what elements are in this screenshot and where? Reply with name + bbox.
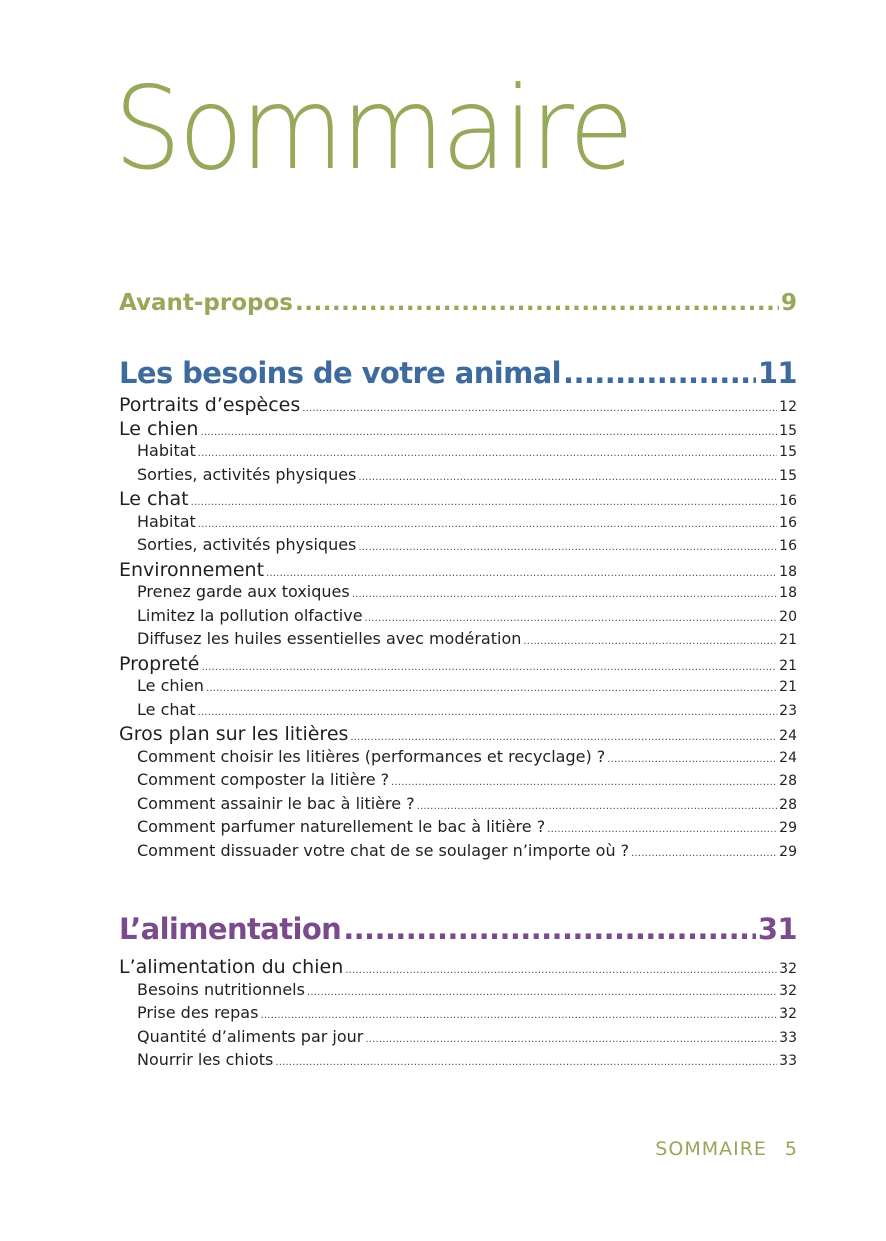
dot-leader <box>200 427 777 438</box>
toc-subsection-label: Le chat <box>137 699 196 719</box>
dot-leader <box>350 732 777 743</box>
toc-page-number: 16 <box>779 514 797 531</box>
toc-subsection-label: Limitez la pollution olfactive <box>137 605 363 625</box>
toc-subsection[interactable] <box>119 1050 797 1074</box>
page-number: 5 <box>784 1138 798 1160</box>
toc-chapter-label: Le chien <box>119 417 199 440</box>
toc-chapter[interactable] <box>119 653 797 677</box>
toc-chapter[interactable] <box>119 956 797 980</box>
dot-leader <box>307 987 777 998</box>
dot-leader <box>295 290 779 316</box>
dot-leader <box>206 683 777 694</box>
toc-subsection-label: Comment dissuader votre chat de se soulager n’importe où ? <box>137 840 630 860</box>
dot-leader <box>275 1057 777 1068</box>
toc-chapter[interactable] <box>119 723 797 747</box>
toc-subsection[interactable] <box>119 441 797 465</box>
toc-subsection-label: Habitat <box>137 441 196 460</box>
toc-page-number: 18 <box>779 563 797 580</box>
toc-page-number: 32 <box>779 1006 797 1022</box>
toc-subsection-label: Sorties, activités physiques <box>137 535 357 554</box>
toc-page-number: 15 <box>779 467 797 484</box>
toc-chapter[interactable] <box>119 418 797 442</box>
toc-subsection[interactable] <box>119 512 797 536</box>
running-title: SOMMAIRE <box>655 1138 767 1160</box>
toc-subsection-label: Habitat <box>137 511 196 531</box>
toc-page-number: 29 <box>779 843 797 860</box>
toc-page-number: 15 <box>779 422 797 439</box>
toc-page-number: 24 <box>779 749 797 766</box>
toc-subsection-label: Besoins nutritionnels <box>137 979 305 999</box>
toc-subsection[interactable] <box>119 980 797 1004</box>
toc-page-number: 16 <box>779 538 797 554</box>
dot-leader <box>417 801 778 812</box>
dot-leader <box>607 754 777 765</box>
dot-leader <box>198 519 777 530</box>
toc-front-matter <box>119 290 797 324</box>
toc-subsection[interactable] <box>119 582 797 606</box>
dot-leader <box>563 356 756 390</box>
dot-leader <box>260 1010 777 1021</box>
toc-subsection[interactable] <box>119 794 797 818</box>
dot-leader <box>631 848 777 859</box>
toc-part-besoins <box>119 356 797 864</box>
toc-subsection-label: Prise des repas <box>137 1003 259 1022</box>
toc-subsection[interactable] <box>119 700 797 724</box>
toc-page-number: 31 <box>757 912 797 946</box>
toc-part-label: Les besoins de votre animal <box>119 356 562 390</box>
dot-leader <box>345 965 777 976</box>
toc-page-number: 33 <box>779 1053 797 1069</box>
toc-page-number: 21 <box>779 632 797 648</box>
toc-page-number: 32 <box>779 961 797 977</box>
toc-page-number: 21 <box>779 657 797 674</box>
toc-page-number: 32 <box>779 982 797 999</box>
toc-subsection-label: Prenez garde aux toxiques <box>137 582 350 601</box>
toc-subsection-label: Diffusez les huiles essentielles avec modération <box>137 629 522 648</box>
dot-leader <box>547 824 777 835</box>
toc-subsection[interactable] <box>119 629 797 653</box>
toc-chapter[interactable] <box>119 559 797 583</box>
toc-subsection-label: Le chien <box>137 676 204 695</box>
toc-subsection[interactable] <box>119 465 797 489</box>
toc-page-number: 21 <box>779 679 797 695</box>
toc-chapter[interactable] <box>119 394 797 418</box>
toc-chapter[interactable] <box>119 488 797 512</box>
dot-leader <box>365 613 778 624</box>
toc-page-number: 18 <box>779 585 797 601</box>
toc-part-label: Avant-propos <box>119 290 293 316</box>
dot-leader <box>523 636 777 647</box>
toc-page-number: 9 <box>780 290 797 316</box>
toc-part-heading[interactable] <box>119 912 797 950</box>
toc-subsection-label: Comment choisir les litières (performances et recyclage) ? <box>137 746 606 766</box>
toc-subsection[interactable] <box>119 1003 797 1027</box>
dot-leader <box>391 777 777 788</box>
toc-subsection-label: Comment composter la litière ? <box>137 770 390 789</box>
toc-subsection-label: Comment parfumer naturellement le bac à litière ? <box>137 817 546 836</box>
toc-chapter-label: Le chat <box>119 488 189 510</box>
toc-page-number: 24 <box>779 728 797 744</box>
toc-page-number: 29 <box>779 820 797 836</box>
toc-page-number: 15 <box>779 444 797 460</box>
toc-page-number: 11 <box>757 356 797 390</box>
dot-leader <box>358 542 777 553</box>
toc-chapter-label: Gros plan sur les litières <box>119 723 349 745</box>
toc-subsection[interactable] <box>119 817 797 841</box>
dot-leader <box>352 589 777 600</box>
dot-leader <box>302 403 777 414</box>
toc-chapter-label: Propreté <box>119 652 200 675</box>
dot-leader <box>198 448 777 459</box>
dot-leader <box>358 472 777 483</box>
toc-subsection[interactable] <box>119 676 797 700</box>
toc-page-number: 33 <box>779 1029 797 1046</box>
toc-subsection[interactable] <box>119 747 797 771</box>
toc-page-number: 20 <box>779 608 797 625</box>
toc-subsection[interactable] <box>119 770 797 794</box>
toc-subsection[interactable] <box>119 1027 797 1051</box>
toc-subsection-label: Sorties, activités physiques <box>137 464 357 484</box>
toc-subsection[interactable] <box>119 535 797 559</box>
dot-leader <box>266 568 777 579</box>
dot-leader <box>198 707 778 718</box>
toc-part-heading[interactable] <box>119 290 797 324</box>
toc-page-number: 28 <box>779 796 797 813</box>
page-title: Sommaire <box>114 62 632 195</box>
dot-leader <box>343 912 756 946</box>
toc-part-alimentation <box>119 912 797 1074</box>
toc-chapter-label: L’alimentation du chien <box>119 956 344 978</box>
dot-leader <box>201 662 777 673</box>
toc-part-label: L’alimentation <box>119 912 342 946</box>
toc-part-heading[interactable] <box>119 356 797 394</box>
toc-page-number: 28 <box>779 773 797 789</box>
toc-subsection-label: Quantité d’aliments par jour <box>137 1026 364 1046</box>
toc-subsection-label: Nourrir les chiots <box>137 1050 274 1069</box>
toc-subsection[interactable] <box>119 606 797 630</box>
toc-subsection[interactable] <box>119 841 797 865</box>
page-footer <box>655 1138 798 1160</box>
toc-page-number: 16 <box>779 493 797 509</box>
toc-page-number: 23 <box>779 702 797 719</box>
toc-chapter-label: Environnement <box>119 558 265 581</box>
dot-leader <box>365 1034 777 1045</box>
toc-chapter-label: Portraits d’espèces <box>119 394 301 416</box>
dot-leader <box>191 497 778 508</box>
toc-page-number: 12 <box>779 399 797 415</box>
toc-subsection-label: Comment assainir le bac à litière ? <box>137 793 415 813</box>
